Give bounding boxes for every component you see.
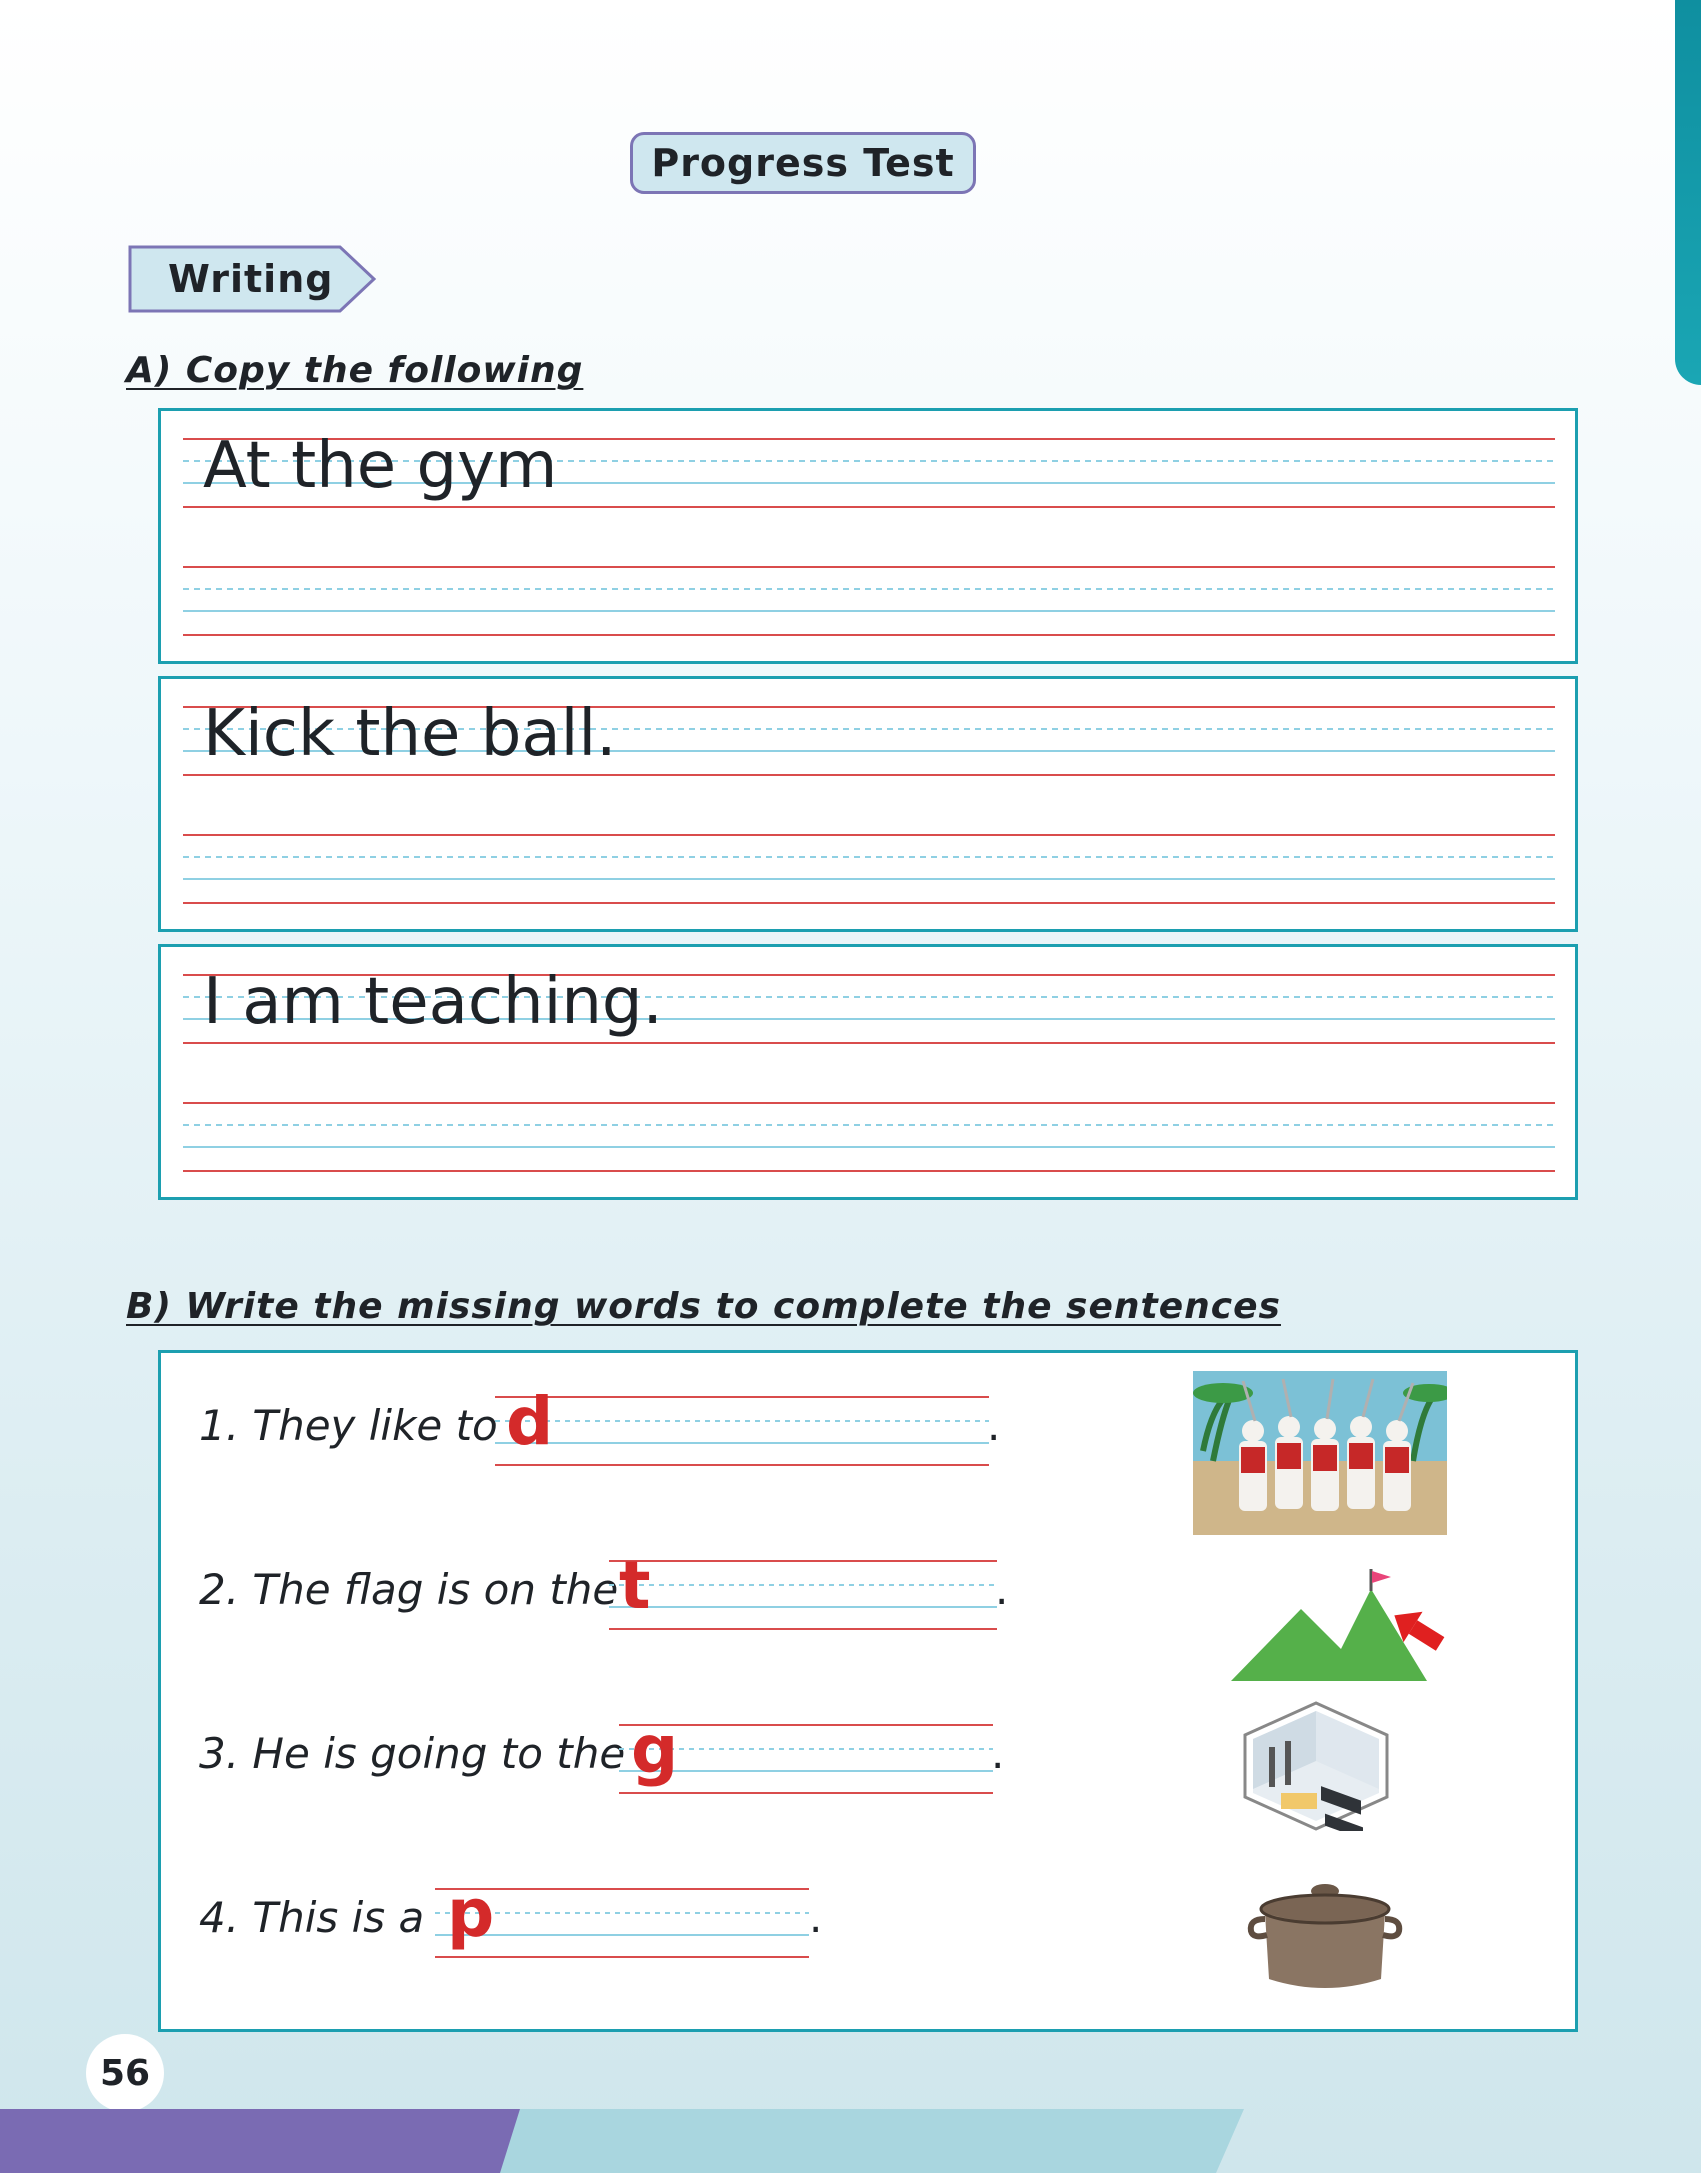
mountain-flag-picture	[1231, 1569, 1451, 1683]
copy-box-1	[158, 408, 1578, 664]
question-4-period: .	[809, 1893, 823, 1942]
page-title: Progress Test	[630, 132, 976, 194]
hint-letter-1: d	[506, 1383, 554, 1460]
question-2-period: .	[995, 1565, 1009, 1614]
part-a-heading: A) Copy the following	[126, 350, 584, 391]
hint-letter-4: p	[447, 1875, 495, 1952]
hint-letter-3: g	[631, 1711, 679, 1788]
question-1-text: 1. They like to	[199, 1401, 498, 1450]
question-3-text: 3. He is going to the	[199, 1729, 626, 1778]
copy-sentence: I am teaching.	[203, 965, 663, 1039]
pot-picture	[1245, 1879, 1405, 1995]
question-2-text: 2. The flag is on the	[199, 1565, 619, 1614]
question-1-period: .	[987, 1401, 1001, 1450]
copy-box-3	[158, 944, 1578, 1200]
section-tag-writing	[128, 245, 378, 313]
answers-box	[158, 1350, 1578, 2032]
section-label: Writing	[168, 257, 334, 301]
gym-room-picture	[1241, 1701, 1391, 1831]
copy-box-2	[158, 676, 1578, 932]
question-3-period: .	[991, 1729, 1005, 1778]
dancers-picture	[1193, 1371, 1447, 1535]
page-number: 56	[86, 2034, 164, 2112]
edge-strip	[1675, 0, 1701, 385]
question-4-text: 4. This is a	[199, 1893, 425, 1942]
answer-line-1[interactable]	[495, 1393, 991, 1469]
hint-letter-2: t	[619, 1547, 651, 1624]
copy-sentence: Kick the ball.	[203, 697, 617, 771]
answer-line-2[interactable]	[609, 1557, 999, 1633]
copy-sentence: At the gym	[203, 429, 558, 503]
bottom-band	[0, 2109, 1701, 2173]
part-b-heading: B) Write the missing words to complete the sentences	[126, 1286, 1281, 1327]
